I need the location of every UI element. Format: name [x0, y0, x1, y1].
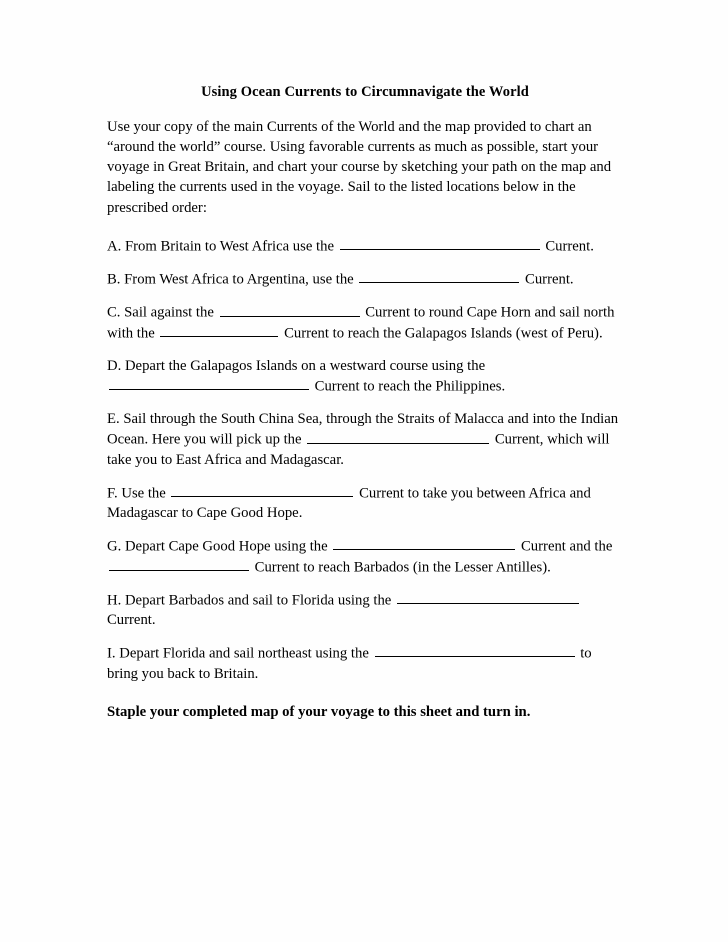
- item-c: [107, 302, 623, 343]
- item-h-text-2: Current.: [107, 612, 156, 629]
- item-f-text-2: Current to take you between Africa and Madagascar to Cape Good Hope.: [107, 485, 591, 522]
- item-i-text-1: I. Depart Florida and sail northeast using the: [107, 645, 369, 662]
- item-f-blank-1[interactable]: [171, 483, 353, 498]
- item-c-blank-1[interactable]: [220, 302, 360, 317]
- item-i-blank-1[interactable]: [375, 643, 575, 658]
- item-c-text-2: Current to round Cape Horn and sail north with the: [107, 304, 615, 342]
- closing-instruction: Staple your completed map of your voyage to this sheet and turn in.: [107, 703, 531, 720]
- item-b: [107, 269, 623, 290]
- item-h: [107, 590, 623, 631]
- item-i: [107, 643, 623, 684]
- document-body: [107, 84, 623, 735]
- item-c-blank-2[interactable]: [160, 323, 278, 338]
- item-c-text-1: C. Sail against the: [107, 304, 214, 321]
- item-e: [107, 409, 623, 470]
- item-d-text-2: Current to reach the Philippines.: [314, 378, 506, 395]
- item-b-text-2: Current.: [525, 271, 574, 288]
- item-d-text-1: D. Depart the Galapagos Islands on a westward course using the: [107, 357, 486, 374]
- item-g-blank-1[interactable]: [333, 536, 515, 551]
- item-e-text-1: E. Sail through the South China Sea, through the Straits of Malacca and into the Indian Ocean. Here you will pick up the: [107, 411, 619, 448]
- item-d: [107, 356, 623, 397]
- page-title: Using Ocean Currents to Circumnavigate the World: [201, 84, 529, 100]
- item-g-blank-2[interactable]: [109, 557, 249, 572]
- item-a-text-2: Current.: [545, 238, 594, 255]
- item-g-text-1: G. Depart Cape Good Hope using the: [107, 538, 328, 555]
- item-f: [107, 483, 623, 524]
- item-a-text-1: A. From Britain to West Africa use the: [107, 238, 334, 255]
- intro-paragraph: Use your copy of the main Currents of the World and the map provided to chart an “around the world” course. Using favorable currents as much as possible, start your voyage in Great Britain, and chart your course by sketching your path on the map and labeling the currents used in the voyage. Sail to the listed locations below in the prescribed order:: [107, 119, 612, 216]
- item-h-text-1: H. Depart Barbados and sail to Florida using the: [107, 592, 392, 609]
- item-g-text-2: Current and the: [521, 538, 613, 555]
- item-i-text-2: to bring you back to Britain.: [107, 645, 592, 682]
- item-c-text-3: Current to reach the Galapagos Islands (west of Peru).: [284, 325, 603, 342]
- item-b-blank-1[interactable]: [359, 269, 519, 284]
- item-f-text-1: F. Use the: [107, 485, 166, 502]
- item-g-text-3: Current to reach Barbados (in the Lesser Antilles).: [254, 559, 551, 576]
- item-a-blank-1[interactable]: [340, 236, 540, 251]
- item-g: [107, 536, 623, 577]
- item-e-text-2: Current, which will take you to East Africa and Madagascar.: [107, 431, 610, 468]
- item-b-text-1: B. From West Africa to Argentina, use the: [107, 271, 354, 288]
- item-a: [107, 236, 623, 257]
- item-d-blank-1[interactable]: [109, 376, 309, 391]
- item-h-blank-1[interactable]: [397, 590, 579, 605]
- item-e-blank-1[interactable]: [307, 429, 489, 444]
